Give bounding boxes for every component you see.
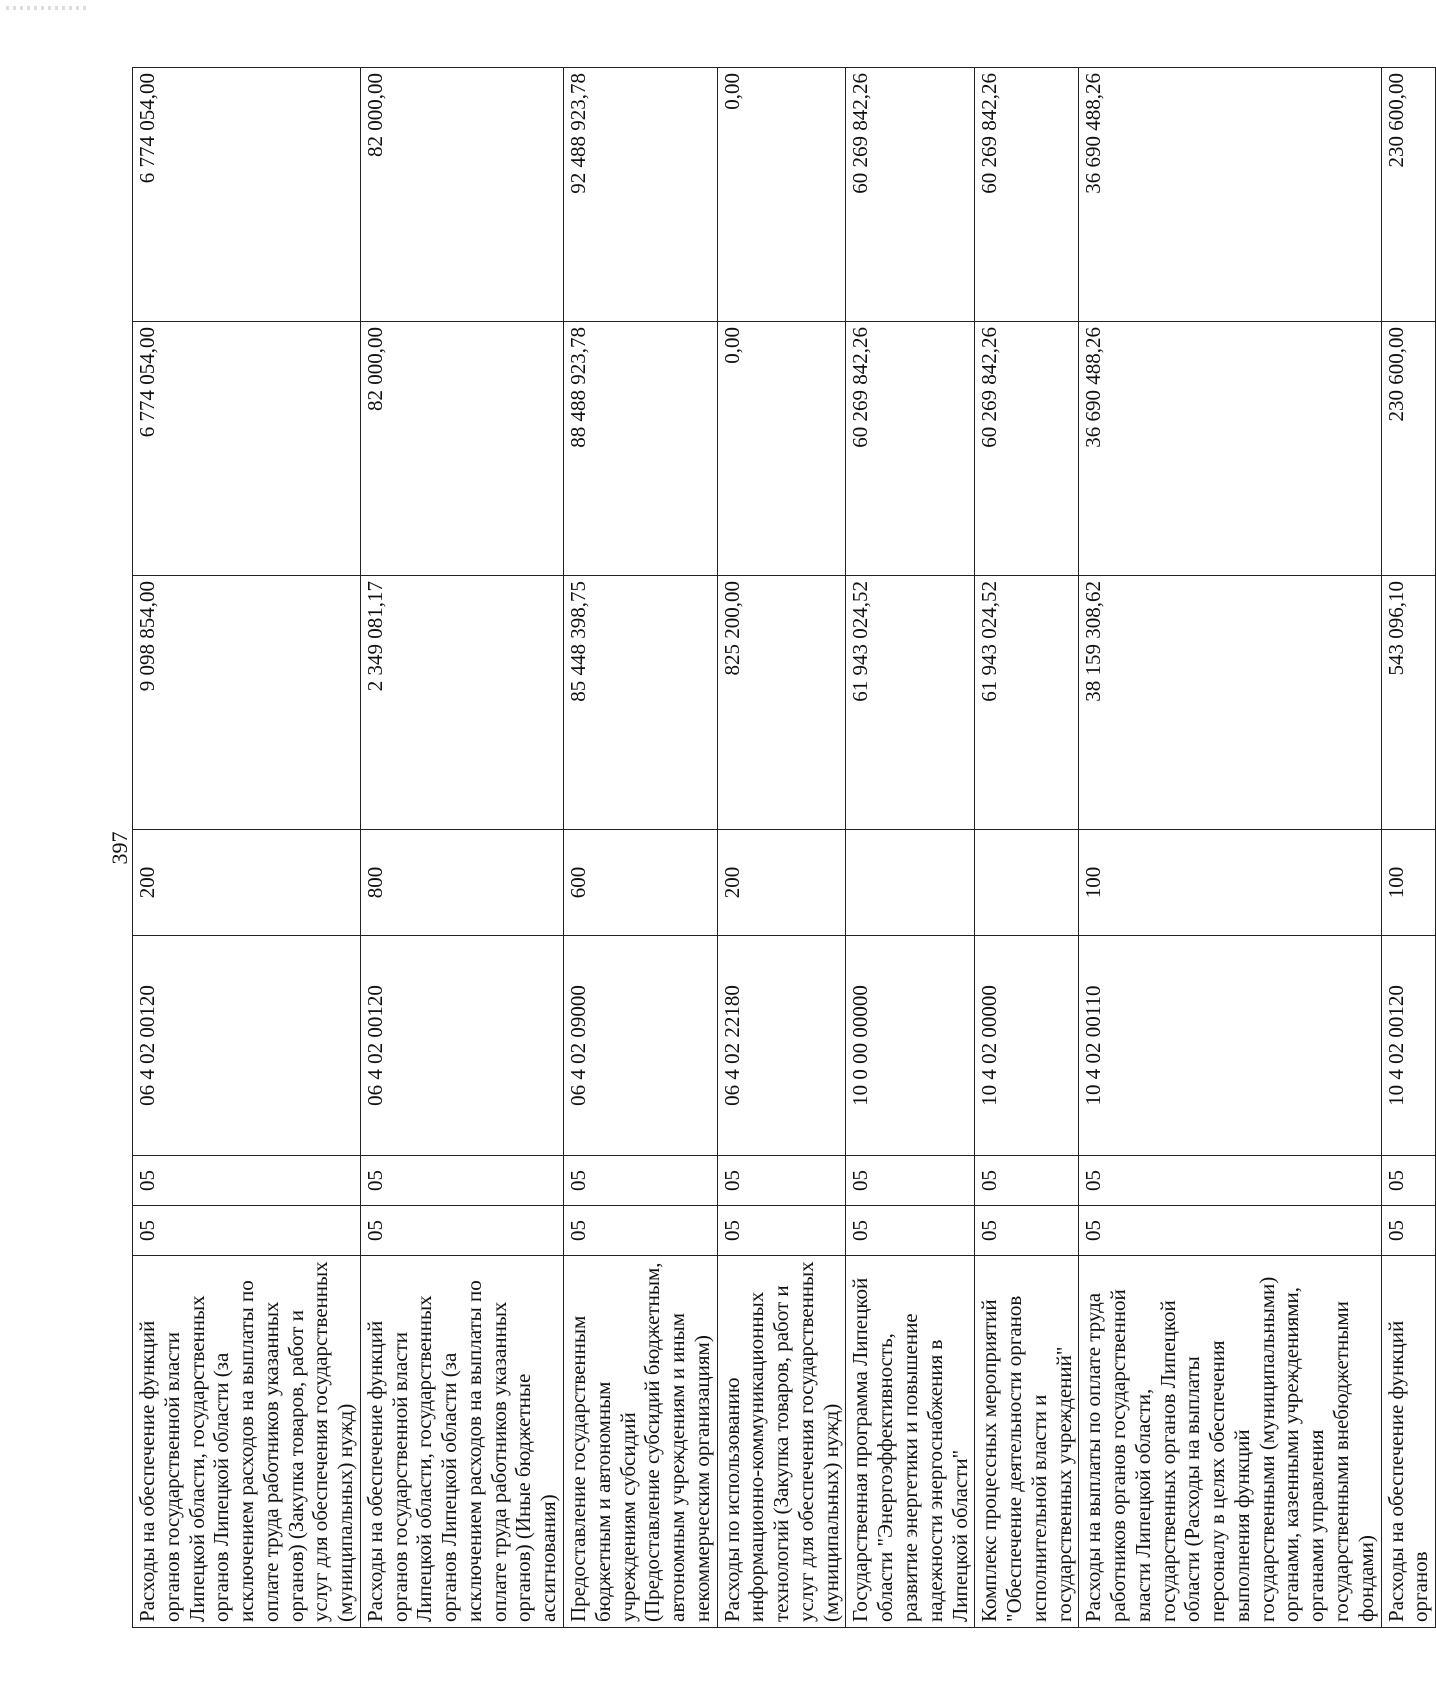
- row-description: Расходы на выплаты по оплате труда работников органов государственной власти Липецкой области, государственных органов Липецкой области (Расходы на выплаты персоналу в целях обеспечения выполнения функций государственными (муниципальными) органами, казенными учреждениями, органами управления государственными внебюджетными фондами): [1079, 1256, 1381, 1628]
- amount-3: 82 000,00: [360, 68, 563, 322]
- subsection-code: 05: [564, 1156, 718, 1206]
- scan-artifact: [6, 6, 86, 10]
- target-article-code: 06 4 02 09000: [564, 936, 718, 1156]
- amount-2: 82 000,00: [360, 322, 563, 576]
- section-code: 05: [846, 1206, 975, 1256]
- target-article-code: 10 4 02 00120: [1381, 936, 1436, 1156]
- amount-3: 36 690 488,26: [1079, 68, 1381, 322]
- target-article-code: 06 4 02 00120: [133, 936, 361, 1156]
- amount-3: 6 774 054,00: [133, 68, 361, 322]
- amount-2: 230 600,00: [1381, 322, 1436, 576]
- subsection-code: 05: [1381, 1156, 1436, 1206]
- amount-3: 92 488 923,78: [564, 68, 718, 322]
- expense-type-code: [846, 830, 975, 936]
- target-article-code: 06 4 02 00120: [360, 936, 563, 1156]
- amount-3: 60 269 842,26: [846, 68, 975, 322]
- amount-1: 85 448 398,75: [564, 576, 718, 830]
- amount-3: 230 600,00: [1381, 68, 1436, 322]
- amount-1: 2 349 081,17: [360, 576, 563, 830]
- table-row: [564, 68, 718, 1628]
- subsection-code: 05: [846, 1156, 975, 1206]
- target-article-code: 06 4 02 22180: [717, 936, 846, 1156]
- table-row: [133, 68, 361, 1628]
- row-description: Расходы на обеспечение функций органов государственной власти Липецкой области, государственных органов Липецкой области (за исключением расходов на выплаты по оплате труда работников указанных органов) (Закупка товаров, работ и услуг для обеспечения государственных (муниципальных) нужд): [133, 1256, 361, 1628]
- amount-1: 9 098 854,00: [133, 576, 361, 830]
- amount-2: 0,00: [717, 322, 846, 576]
- expense-type-code: 200: [717, 830, 846, 936]
- amount-2: 36 690 488,26: [1079, 322, 1381, 576]
- section-code: 05: [717, 1206, 846, 1256]
- subsection-code: 05: [975, 1156, 1079, 1206]
- row-description: Комплекс процессных мероприятий "Обеспечение деятельности органов исполнительной власти и государственных учреждений": [975, 1256, 1079, 1628]
- target-article-code: 10 4 02 00110: [1079, 936, 1381, 1156]
- table-row: [360, 68, 563, 1628]
- row-description: Государственная программа Липецкой области "Энергоэффективность, развитие энергетики и повышение надежности энергоснабжения в Липецкой области": [846, 1256, 975, 1628]
- section-code: 05: [360, 1206, 563, 1256]
- subsection-code: 05: [360, 1156, 563, 1206]
- row-description: Расходы по использованию информационно-коммуникационных технологий (Закупка товаров, работ и услуг для обеспечения государственных (муниципальных) нужд): [717, 1256, 846, 1628]
- expense-type-code: 100: [1079, 830, 1381, 936]
- amount-3: 0,00: [717, 68, 846, 322]
- amount-1: 543 096,10: [1381, 576, 1436, 830]
- amount-3: 60 269 842,26: [975, 68, 1079, 322]
- row-description: Расходы на обеспечение функций органов: [1381, 1256, 1436, 1628]
- section-code: 05: [1079, 1206, 1381, 1256]
- amount-1: 825 200,00: [717, 576, 846, 830]
- row-description: Предоставление государственным бюджетным и автономным учреждениям субсидий (Предоставление субсидий бюджетным, автономным учреждениям и иным некоммерческим организациям): [564, 1256, 718, 1628]
- budget-table: [132, 67, 1436, 1628]
- amount-1: 61 943 024,52: [846, 576, 975, 830]
- table-row: [717, 68, 846, 1628]
- table-row: [1079, 68, 1381, 1628]
- amount-1: 61 943 024,52: [975, 576, 1079, 830]
- amount-1: 38 159 308,62: [1079, 576, 1381, 830]
- section-code: 05: [975, 1206, 1079, 1256]
- row-description: Расходы на обеспечение функций органов государственной власти Липецкой области, государственных органов Липецкой области (за исключением расходов на выплаты по оплате труда работников указанных органов) (Иные бюджетные ассигнования): [360, 1256, 563, 1628]
- subsection-code: 05: [133, 1156, 361, 1206]
- subsection-code: 05: [717, 1156, 846, 1206]
- amount-2: 88 488 923,78: [564, 322, 718, 576]
- amount-2: 60 269 842,26: [975, 322, 1079, 576]
- expense-type-code: 600: [564, 830, 718, 936]
- section-code: 05: [1381, 1206, 1436, 1256]
- expense-type-code: 200: [133, 830, 361, 936]
- table-row: [846, 68, 975, 1628]
- section-code: 05: [133, 1206, 361, 1256]
- expense-type-code: 100: [1381, 830, 1436, 936]
- page-number: 397: [107, 831, 132, 865]
- amount-2: 60 269 842,26: [846, 322, 975, 576]
- expense-type-code: 800: [360, 830, 563, 936]
- target-article-code: 10 0 00 00000: [846, 936, 975, 1156]
- expense-type-code: [975, 830, 1079, 936]
- subsection-code: 05: [1079, 1156, 1381, 1206]
- table-row: [975, 68, 1079, 1628]
- table-row: [1381, 68, 1436, 1628]
- target-article-code: 10 4 02 00000: [975, 936, 1079, 1156]
- amount-2: 6 774 054,00: [133, 322, 361, 576]
- section-code: 05: [564, 1206, 718, 1256]
- rotated-table-container: [132, 68, 1433, 1628]
